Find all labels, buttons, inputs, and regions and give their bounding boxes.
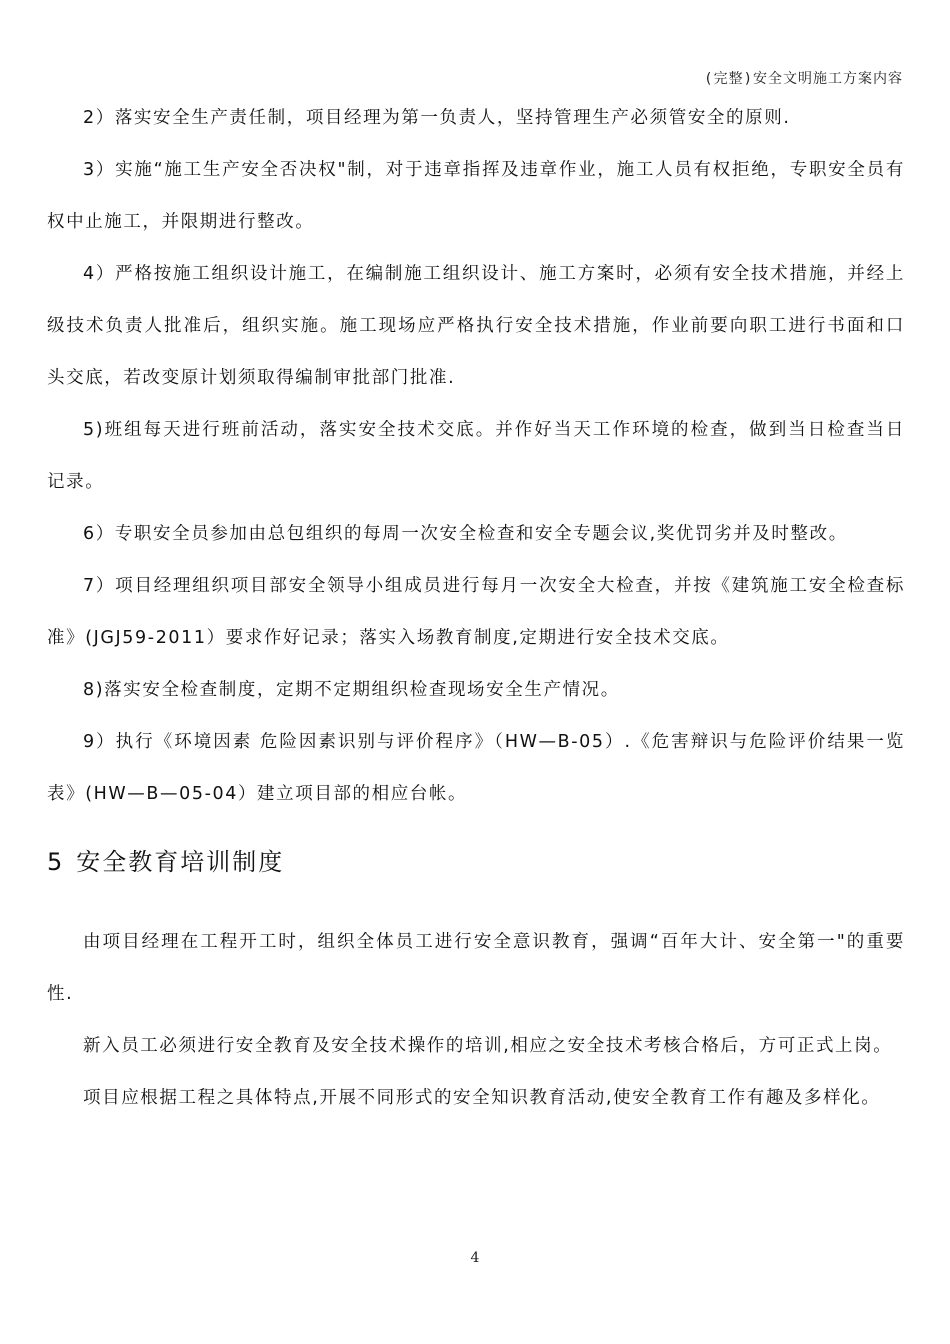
paragraph-item-2: 2）落实安全生产责任制，项目经理为第一负责人，坚持管理生产必须管安全的原则.	[83, 108, 791, 128]
paragraph-item-7: 7）项目经理组织项目部安全领导小组成员进行每月一次安全大检查，并按《建筑施工安全检查标准》(JGJ59-2011）要求作好记录；落实入场教育制度,定期进行安全技术交底。	[47, 576, 905, 648]
paragraph-activities: 项目应根据工程之具体特点,开展不同形式的安全知识教育活动,使安全教育工作有趣及多样化。	[83, 1088, 881, 1108]
paragraph-education-intro: 由项目经理在工程开工时，组织全体员工进行安全意识教育，强调“百年大计、安全第一"的重要性.	[47, 932, 905, 1004]
paragraph-item-6: 6）专职安全员参加由总包组织的每周一次安全检查和安全专题会议,奖优罚劣并及时整改。	[83, 524, 848, 544]
running-header: (完整)安全文明施工方案内容	[704, 71, 903, 87]
paragraph-item-9: 9）执行《环境因素 危险因素识别与评价程序》（HW—B-05）.《危害辩识与危险评价结果一览表》(HW—B—05-04）建立项目部的相应台帐。	[47, 732, 905, 804]
page-number: 4	[470, 1250, 480, 1266]
paragraph-item-4: 4）严格按施工组织设计施工，在编制施工组织设计、施工方案时，必须有安全技术措施，并经上级技术负责人批准后，组织实施。施工现场应严格执行安全技术措施，作业前要向职工进行书面和口头交底，若改变原计划须取得编制审批部门批准.	[47, 264, 905, 388]
section-number: 5	[47, 848, 65, 876]
section-title: 安全教育培训制度	[76, 848, 285, 876]
paragraph-item-5: 5)班组每天进行班前活动，落实安全技术交底。并作好当天工作环境的检查，做到当日检查当日记录。	[47, 420, 905, 492]
section-heading	[47, 842, 905, 882]
paragraph-item-3: 3）实施“施工生产安全否决权"制，对于违章指挥及违章作业，施工人员有权拒绝，专职安全员有权中止施工，并限期进行整改。	[47, 160, 905, 232]
paragraph-item-8: 8)落实安全检查制度，定期不定期组织检查现场安全生产情况。	[83, 680, 620, 700]
document-body	[47, 92, 905, 1124]
paragraph-new-staff: 新入员工必须进行安全教育及安全技术操作的培训,相应之安全技术考核合格后，方可正式上岗。	[83, 1036, 893, 1056]
